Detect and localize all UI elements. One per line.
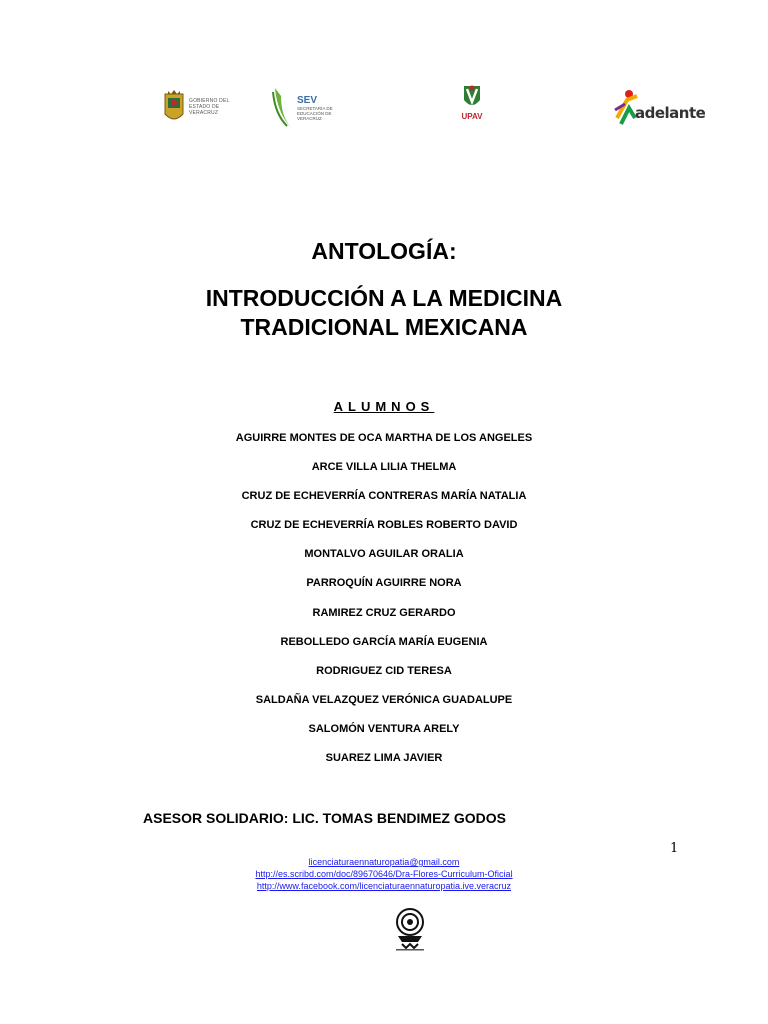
sev-title: SEV bbox=[297, 95, 318, 106]
facebook-link[interactable]: http://www.facebook.com/licenciaturaennaturopatia.ive.veracruz bbox=[256, 881, 512, 891]
student-name: SUAREZ LIMA JAVIER bbox=[325, 752, 443, 765]
student-list bbox=[0, 431, 768, 780]
subtitle-line-1: INTRODUCCIÓN A LA MEDICINA bbox=[205, 285, 563, 311]
alumnos-heading bbox=[0, 399, 768, 414]
student-name: SALDAÑA VELAZQUEZ VERÓNICA GUADALUPE bbox=[255, 693, 513, 706]
footer-emblem bbox=[390, 906, 430, 957]
adelante-logo bbox=[613, 88, 705, 128]
page-number: 1 bbox=[670, 841, 679, 856]
upav-emblem-icon bbox=[460, 84, 484, 112]
subtitle-line-2: TRADICIONAL MEXICANA bbox=[240, 314, 528, 340]
student-name: PARROQUÍN AGUIRRE NORA bbox=[306, 577, 462, 590]
upav-logo bbox=[460, 84, 484, 125]
student-name: REBOLLEDO GARCÍA MARÍA EUGENIA bbox=[280, 635, 488, 648]
gobierno-text: GOBIERNO DEL ESTADO DE VERACRUZ bbox=[189, 98, 230, 116]
student-name: RAMIREZ CRUZ GERARDO bbox=[312, 606, 456, 619]
naturopathy-emblem-icon bbox=[390, 906, 430, 952]
scribd-link[interactable]: http://es.scribd.com/doc/89670646/Dra-Flores-Curriculum-Oficial bbox=[255, 869, 513, 879]
asesor-line: ASESOR SOLIDARIO: LIC. TOMAS BENDIMEZ GODOS bbox=[143, 810, 506, 826]
student-name: ARCE VILLA LILIA THELMA bbox=[311, 461, 457, 474]
gobierno-veracruz-logo bbox=[162, 88, 243, 126]
student-name: CRUZ DE ECHEVERRÍA ROBLES ROBERTO DAVID bbox=[250, 519, 518, 532]
student-name: RODRIGUEZ CID TERESA bbox=[316, 664, 452, 677]
student-name: MONTALVO AGUILAR ORALIA bbox=[304, 548, 464, 561]
email-link[interactable]: licenciaturaennaturopatia@gmail.com bbox=[308, 857, 460, 867]
document-subtitle bbox=[0, 284, 768, 342]
adelante-text: adelante bbox=[635, 104, 706, 122]
sev-subtitle: SECRETARÍA DE EDUCACIÓN DE VERACRUZ bbox=[297, 106, 333, 121]
student-name: CRUZ DE ECHEVERRÍA CONTRERAS MARÍA NATALIA bbox=[241, 490, 527, 503]
student-name: AGUIRRE MONTES DE OCA MARTHA DE LOS ANGELES bbox=[235, 432, 533, 444]
student-name: SALOMÓN VENTURA ARELY bbox=[308, 722, 460, 735]
alumnos-heading-text: ALUMNOS bbox=[333, 399, 435, 414]
upav-text: UPAV bbox=[461, 112, 483, 121]
logo-bar bbox=[0, 84, 768, 134]
sev-leaf-icon bbox=[271, 86, 293, 130]
upav-subtext bbox=[472, 121, 473, 125]
veracruz-coat-of-arms-icon bbox=[162, 88, 186, 126]
sev-logo bbox=[271, 86, 357, 130]
document-title: ANTOLOGÍA: bbox=[311, 238, 457, 264]
footer-links bbox=[0, 856, 768, 892]
